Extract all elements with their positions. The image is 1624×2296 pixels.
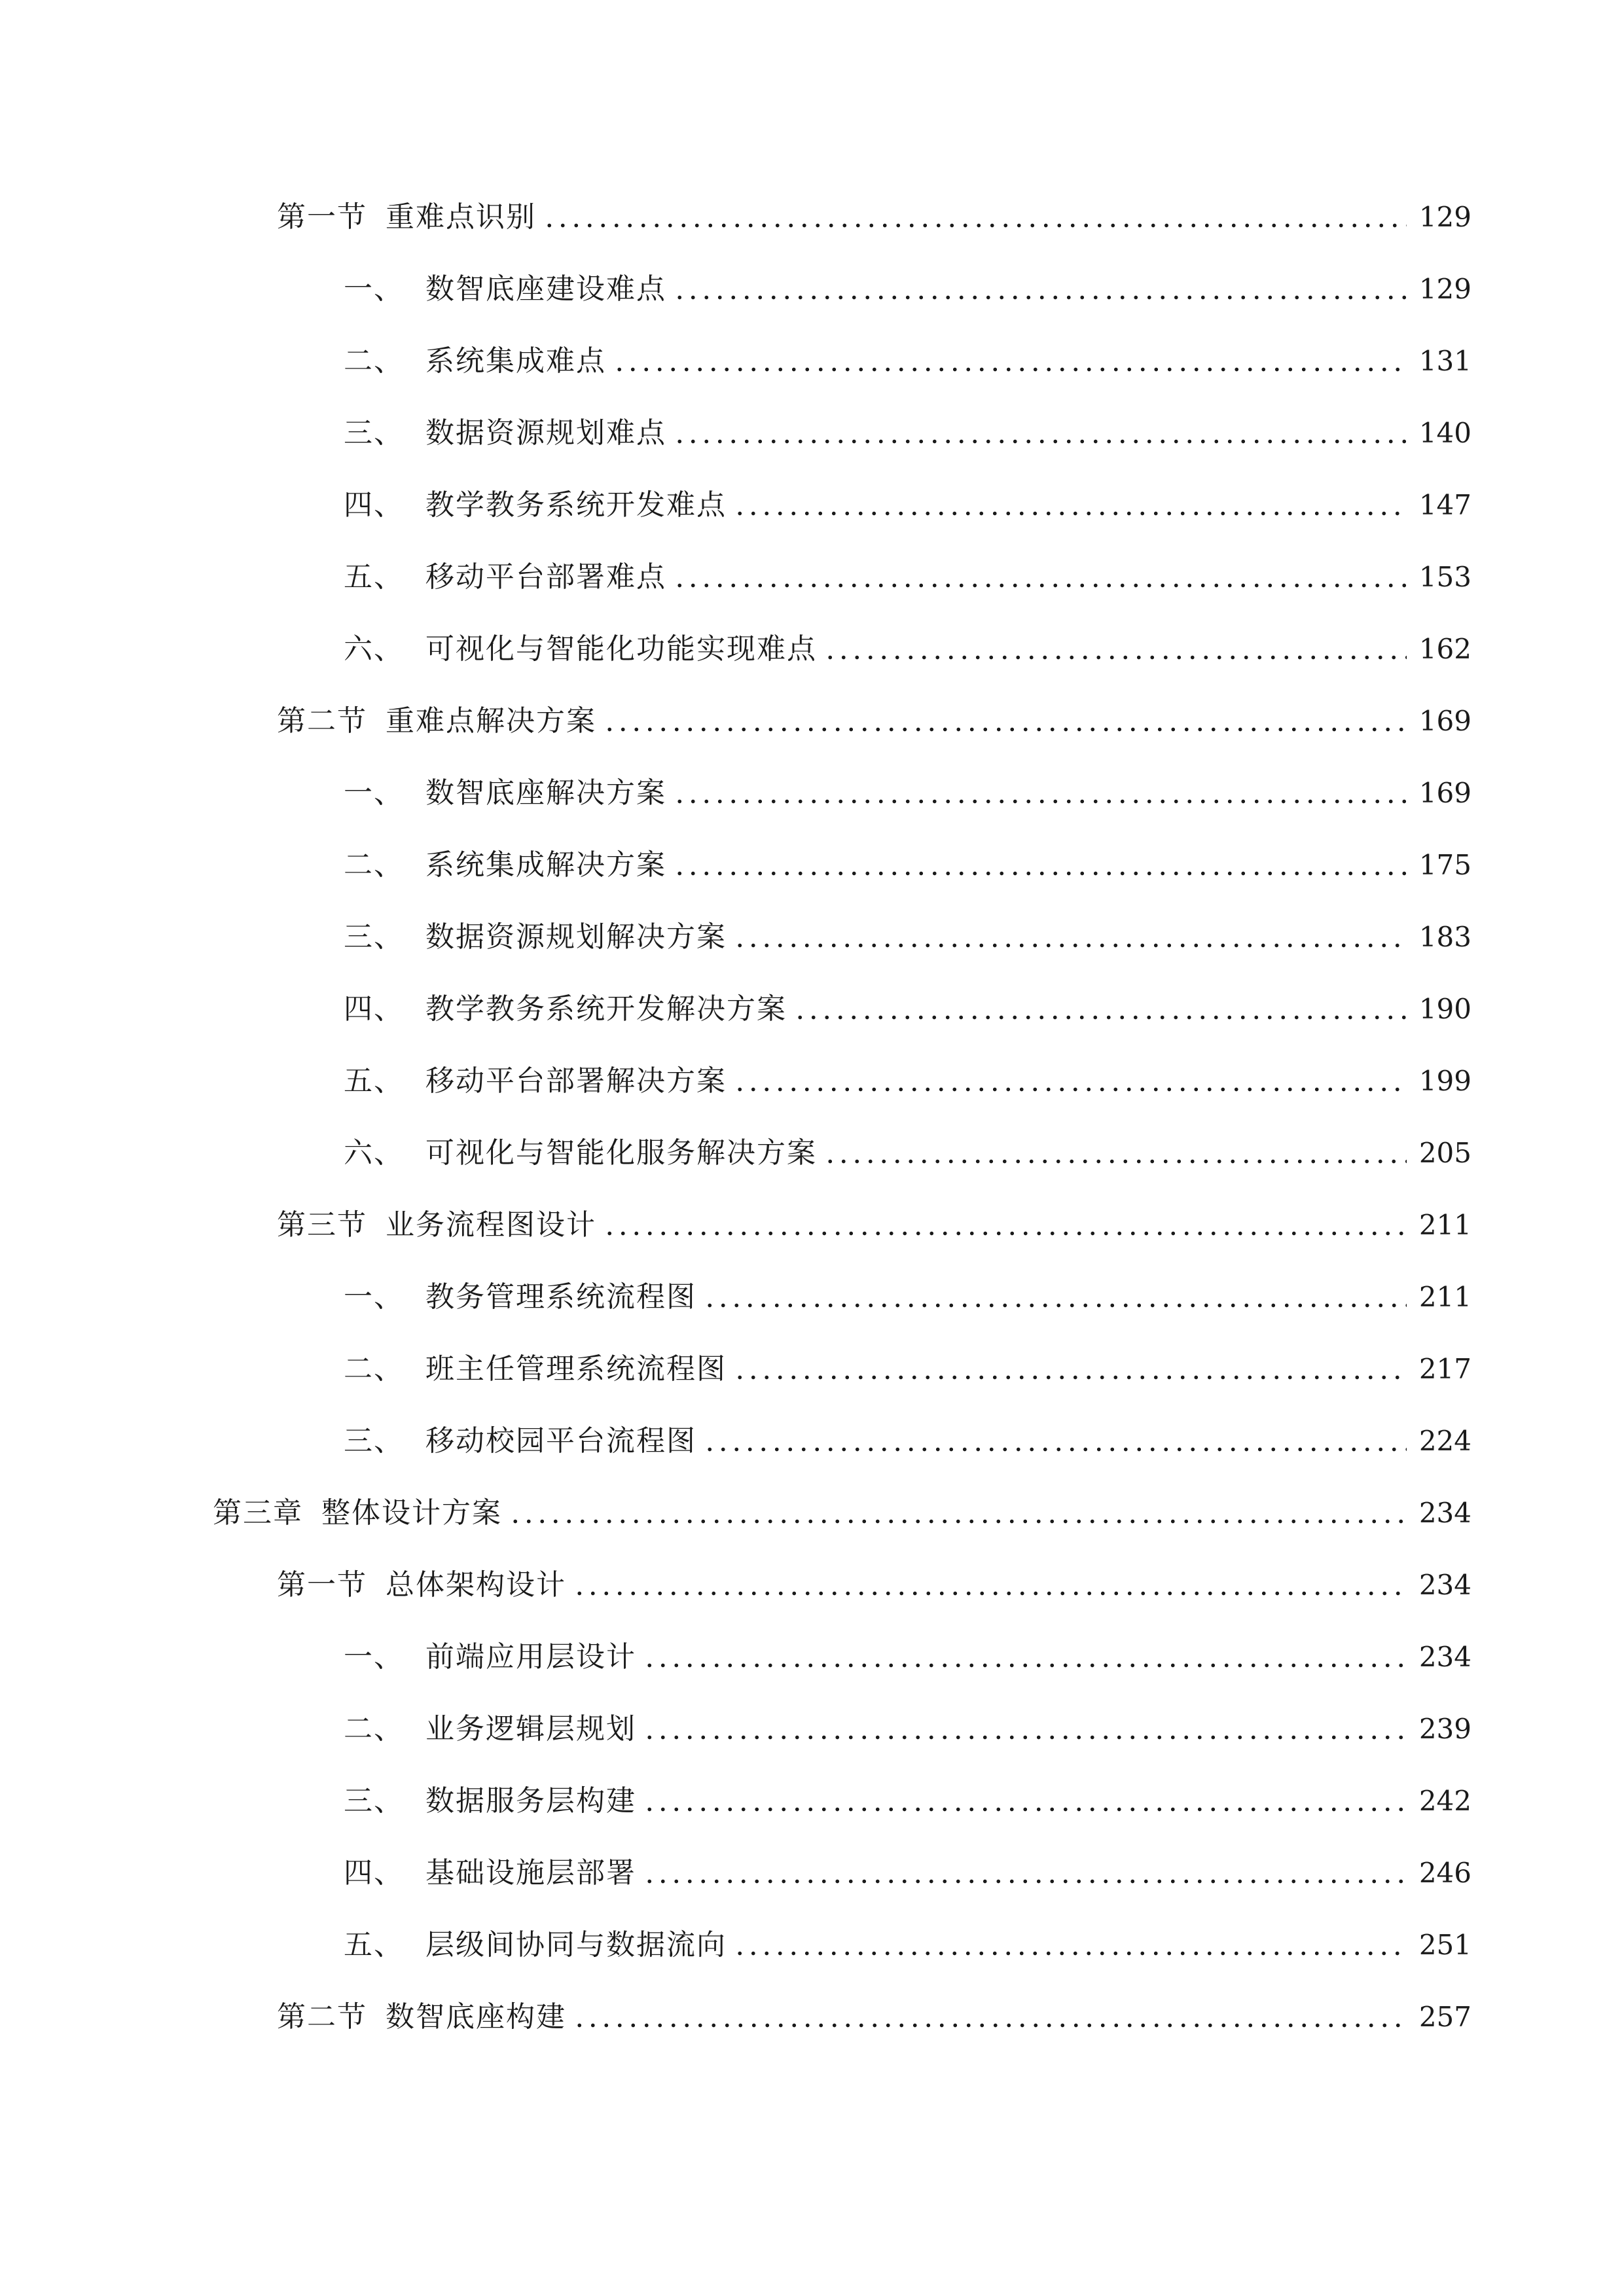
toc-entry-number: 二、 xyxy=(344,1712,404,1746)
toc-entry-title: 班主任管理系统流程图 xyxy=(425,1352,727,1386)
dot-leader xyxy=(673,410,1407,457)
toc-page-number: 242 xyxy=(1418,1785,1471,1817)
toc-entry[interactable] xyxy=(0,1418,1624,1465)
dot-leader xyxy=(793,986,1407,1033)
toc-entry-number: 六、 xyxy=(344,632,404,666)
dot-leader xyxy=(643,1706,1407,1753)
toc-entry-number: 三、 xyxy=(344,920,404,954)
dot-leader xyxy=(733,1346,1407,1393)
dot-leader xyxy=(673,266,1407,313)
dot-leader xyxy=(673,554,1407,601)
toc-entry[interactable] xyxy=(0,1994,1624,2041)
toc-entry-number: 五、 xyxy=(344,560,404,594)
toc-entry-number: 第二节 xyxy=(277,2000,367,2034)
toc-entry[interactable] xyxy=(0,1850,1624,1897)
toc-page-number: 199 xyxy=(1418,1065,1471,1097)
toc-entry-title: 层级间协同与数据流向 xyxy=(425,1928,727,1962)
toc-entry-title: 移动校园平台流程图 xyxy=(425,1424,696,1458)
toc-entry[interactable] xyxy=(0,1922,1624,1969)
toc-entry-number: 二、 xyxy=(344,344,404,378)
toc-entry[interactable] xyxy=(0,554,1624,601)
toc-entry[interactable] xyxy=(0,1274,1624,1321)
toc-entry[interactable] xyxy=(0,482,1624,529)
dot-leader xyxy=(509,1490,1407,1537)
dot-leader xyxy=(613,338,1407,385)
toc-entry-title: 重难点识别 xyxy=(386,200,536,234)
toc-entry[interactable] xyxy=(0,194,1624,241)
toc-page-number: 239 xyxy=(1418,1713,1471,1745)
toc-page-number: 175 xyxy=(1418,849,1471,881)
toc-page-number: 153 xyxy=(1418,561,1471,593)
toc-entry-title: 数智底座构建 xyxy=(386,2000,566,2034)
dot-leader xyxy=(543,194,1407,241)
toc-entry-label xyxy=(344,1346,727,1393)
toc-page-number: 169 xyxy=(1418,777,1471,809)
toc-entry-title: 基础设施层部署 xyxy=(425,1856,636,1890)
toc-page-number: 224 xyxy=(1418,1425,1471,1457)
toc-entry-number: 三、 xyxy=(344,1424,404,1458)
dot-leader xyxy=(823,626,1407,673)
toc-entry-number: 三、 xyxy=(344,1784,404,1818)
toc-entry[interactable] xyxy=(0,1130,1624,1177)
toc-entry[interactable] xyxy=(0,1634,1624,1681)
dot-leader xyxy=(643,1850,1407,1897)
toc-entry-title: 可视化与智能化服务解决方案 xyxy=(425,1136,817,1170)
toc-entry-title: 系统集成难点 xyxy=(425,344,606,378)
toc-entry-title: 教务管理系统流程图 xyxy=(425,1280,696,1314)
toc-entry[interactable] xyxy=(0,1346,1624,1393)
toc-page-number: 257 xyxy=(1418,2001,1471,2033)
toc-entry-title: 重难点解决方案 xyxy=(386,704,596,738)
toc-page-number: 246 xyxy=(1418,1857,1471,1889)
toc-entry-number: 第二节 xyxy=(277,704,367,738)
toc-page-number: 234 xyxy=(1418,1497,1471,1529)
toc-entry-number: 一、 xyxy=(344,1280,404,1314)
toc-entry-label xyxy=(344,1418,696,1465)
toc-entry-label xyxy=(277,1202,596,1249)
toc-entry[interactable] xyxy=(0,1562,1624,1609)
toc-page-number: 129 xyxy=(1418,273,1471,305)
toc-entry-title: 数据资源规划难点 xyxy=(425,416,666,450)
dot-leader xyxy=(733,1922,1407,1969)
toc-entry-number: 一、 xyxy=(344,776,404,810)
toc-entry-title: 数智底座建设难点 xyxy=(425,272,666,306)
dot-leader xyxy=(703,1418,1407,1465)
toc-entry-title: 移动平台部署解决方案 xyxy=(425,1064,727,1098)
toc-entry-number: 二、 xyxy=(344,848,404,882)
toc-entry[interactable] xyxy=(0,842,1624,889)
toc-page-number: 211 xyxy=(1418,1281,1471,1313)
toc-page-number: 162 xyxy=(1418,633,1471,665)
toc-entry-title: 前端应用层设计 xyxy=(425,1640,636,1674)
toc-page-number: 129 xyxy=(1418,201,1471,233)
dot-leader xyxy=(673,770,1407,817)
toc-entry[interactable] xyxy=(0,1058,1624,1105)
dot-leader xyxy=(643,1634,1407,1681)
toc-entry-label xyxy=(344,1706,636,1753)
dot-leader xyxy=(733,482,1407,529)
toc-entry[interactable] xyxy=(0,770,1624,817)
toc-entry-title: 整体设计方案 xyxy=(321,1496,502,1530)
toc-page-number: 217 xyxy=(1418,1353,1471,1385)
dot-leader xyxy=(603,698,1407,745)
toc-entry-number: 四、 xyxy=(344,488,404,522)
toc-entry-label xyxy=(344,1130,817,1177)
dot-leader xyxy=(703,1274,1407,1321)
toc-entry-label xyxy=(277,194,536,241)
toc-entry-number: 五、 xyxy=(344,1928,404,1962)
toc-entry-number: 一、 xyxy=(344,272,404,306)
dot-leader xyxy=(823,1130,1407,1177)
toc-page-number: 190 xyxy=(1418,993,1471,1025)
toc-entry[interactable] xyxy=(0,1202,1624,1249)
toc-entry[interactable] xyxy=(0,626,1624,673)
toc-entry-label xyxy=(344,1058,727,1105)
toc-page-number: 205 xyxy=(1418,1137,1471,1169)
toc-entry-label xyxy=(344,338,606,385)
toc-entry-label xyxy=(344,842,666,889)
toc-entry[interactable] xyxy=(0,698,1624,745)
toc-entry-label xyxy=(344,482,727,529)
toc-entry[interactable] xyxy=(0,1706,1624,1753)
toc-entry-number: 二、 xyxy=(344,1352,404,1386)
toc-entry-number: 一、 xyxy=(344,1640,404,1674)
toc-entry-title: 业务流程图设计 xyxy=(386,1208,596,1242)
toc-entry-label xyxy=(344,266,666,313)
toc-entry-title: 系统集成解决方案 xyxy=(425,848,666,882)
toc-entry[interactable] xyxy=(0,266,1624,313)
toc-page-number: 140 xyxy=(1418,417,1471,449)
toc-entry-label xyxy=(344,1778,636,1825)
toc-entry-title: 移动平台部署难点 xyxy=(425,560,666,594)
toc-entry-label xyxy=(344,554,666,601)
toc-entry-label xyxy=(344,410,666,457)
toc-entry-title: 总体架构设计 xyxy=(386,1568,566,1602)
toc-entry-number: 第一节 xyxy=(277,1568,367,1602)
dot-leader xyxy=(573,1562,1407,1609)
toc-entry-label xyxy=(344,1922,727,1969)
toc-entry-number: 四、 xyxy=(344,1856,404,1890)
toc-entry[interactable] xyxy=(0,1490,1624,1537)
toc-page-number: 131 xyxy=(1418,345,1471,377)
toc-entry-title: 数智底座解决方案 xyxy=(425,776,666,810)
toc-entry-label xyxy=(277,698,596,745)
toc-entry[interactable] xyxy=(0,986,1624,1033)
dot-leader xyxy=(643,1778,1407,1825)
toc-entry[interactable] xyxy=(0,338,1624,385)
toc-entry-label xyxy=(344,1634,636,1681)
dot-leader xyxy=(673,842,1407,889)
toc-page-number: 234 xyxy=(1418,1641,1471,1673)
toc-entry-number: 三、 xyxy=(344,416,404,450)
toc-page-number: 147 xyxy=(1418,489,1471,521)
toc-entry-title: 数据资源规划解决方案 xyxy=(425,920,727,954)
toc-entry-label xyxy=(277,1562,566,1609)
toc-entry-label xyxy=(344,986,787,1033)
toc-entry-title: 数据服务层构建 xyxy=(425,1784,636,1818)
toc-entry-title: 教学教务系统开发解决方案 xyxy=(425,992,787,1026)
toc-page-number: 211 xyxy=(1418,1209,1471,1241)
toc-entry-title: 可视化与智能化功能实现难点 xyxy=(425,632,817,666)
dot-leader xyxy=(733,914,1407,961)
toc-entry-title: 教学教务系统开发难点 xyxy=(425,488,727,522)
dot-leader xyxy=(603,1202,1407,1249)
toc-entry-number: 四、 xyxy=(344,992,404,1026)
toc-entry[interactable] xyxy=(0,1778,1624,1825)
toc-entry-label xyxy=(344,626,817,673)
toc-page-number: 169 xyxy=(1418,705,1471,737)
toc-entry-number: 第三章 xyxy=(213,1496,303,1530)
toc-entry-label xyxy=(344,1850,636,1897)
toc-entry-number: 第一节 xyxy=(277,200,367,234)
toc-page-number: 234 xyxy=(1418,1569,1471,1601)
toc-page-number: 251 xyxy=(1418,1929,1471,1961)
toc-entry-number: 第三节 xyxy=(277,1208,367,1242)
dot-leader xyxy=(733,1058,1407,1105)
toc-entry-number: 五、 xyxy=(344,1064,404,1098)
toc-entry-label xyxy=(344,1274,696,1321)
toc-page-number: 183 xyxy=(1418,921,1471,953)
toc-entry-number: 六、 xyxy=(344,1136,404,1170)
toc-entry-label xyxy=(344,770,666,817)
toc-entry-title: 业务逻辑层规划 xyxy=(425,1712,636,1746)
toc-entry-label xyxy=(277,1994,566,2041)
toc-entry[interactable] xyxy=(0,410,1624,457)
toc-entry-label xyxy=(213,1490,502,1537)
toc-entry-label xyxy=(344,914,727,961)
toc-entry[interactable] xyxy=(0,914,1624,961)
dot-leader xyxy=(573,1994,1407,2041)
